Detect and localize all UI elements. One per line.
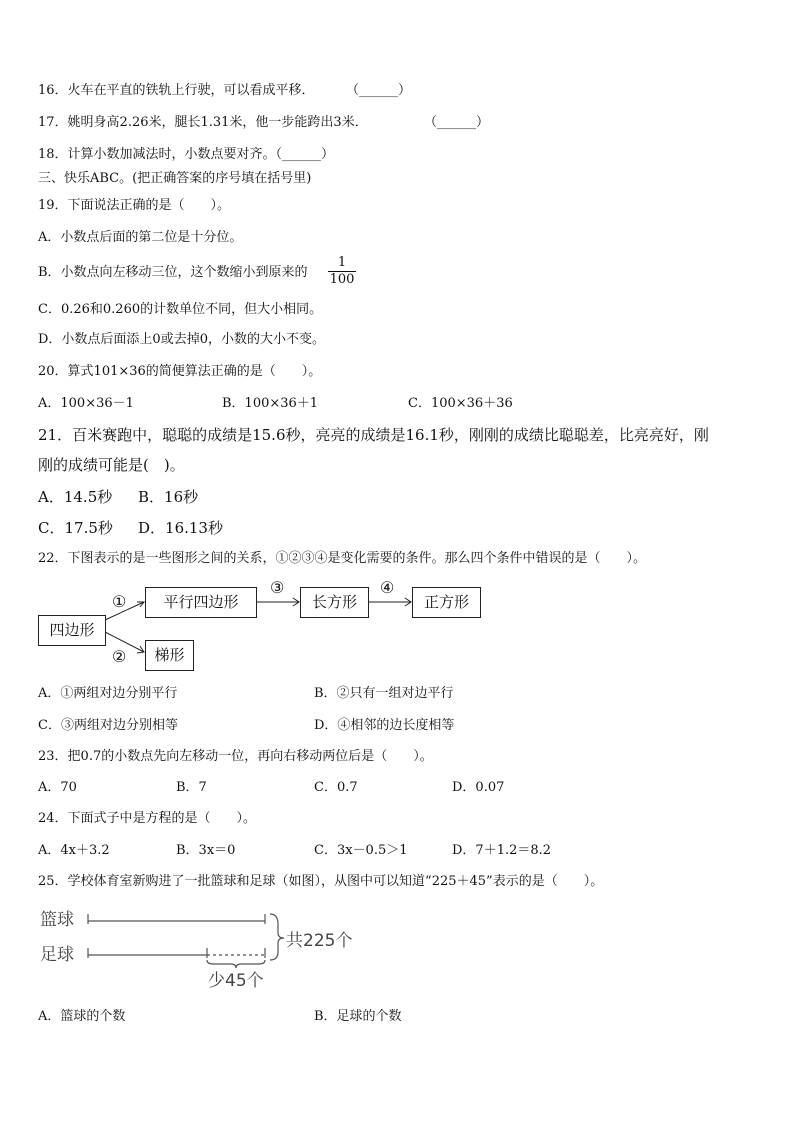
q25-stem: 25．学校体育室新购进了一批篮球和足球（如图），从图中可以知道“225＋45”表示的是（ ）。 — [38, 874, 604, 889]
q20-option-b[interactable]: B．100×36＋1 — [222, 396, 319, 411]
q17-text: 17．姚明身高2.26米，腿长1.31米，他一步能跨出3米． — [38, 115, 368, 130]
q19-option-b[interactable]: B．小数点向左移动三位，这个数缩小到原来的 — [38, 265, 308, 280]
q17-blank[interactable]: （______） — [424, 115, 490, 130]
box-quadrilateral: 四边形 — [38, 615, 106, 646]
q23-stem: 23．把0.7的小数点先向左移动一位，再向右移动两位后是（ ）。 — [38, 749, 433, 764]
q16-text: 16．火车在平直的铁轨上行驶，可以看成平移． — [38, 83, 315, 98]
q19-option-c[interactable]: C．0.26和0.260的计数单位不同，但大小相同。 — [38, 302, 323, 317]
q18-text: 18．计算小数加减法时，小数点要对齐。（______） — [38, 147, 335, 162]
q23-option-a[interactable]: A．70 — [38, 780, 77, 795]
q25-option-a[interactable]: A．篮球的个数 — [38, 1009, 126, 1024]
label-football: 足球 — [40, 945, 74, 965]
box-square: 正方形 — [412, 587, 481, 618]
q20-option-c[interactable]: C．100×36＋36 — [408, 396, 513, 411]
q21-line1: 21．百米赛跑中，聪聪的成绩是15.6秒，亮亮的成绩是16.1秒，刚刚的成绩比聪聪差，比亮亮好，刚 — [38, 426, 709, 444]
box-parallelogram: 平行四边形 — [145, 587, 257, 618]
q23-option-d[interactable]: D．0.07 — [452, 780, 505, 795]
label-less: 少45个 — [208, 971, 264, 991]
q19-option-d[interactable]: D．小数点后面添上0或去掉0，小数的大小不变。 — [38, 332, 325, 347]
q23-option-c[interactable]: C．0.7 — [314, 780, 358, 795]
q25-option-b[interactable]: B．足球的个数 — [314, 1009, 402, 1024]
condition-3-label: ③ — [270, 578, 285, 597]
q22-option-b[interactable]: B．②只有一组对边平行 — [314, 686, 454, 701]
box-rectangle: 长方形 — [300, 587, 369, 618]
q21-option-d[interactable]: D．16.13秒 — [138, 519, 223, 537]
q19-option-a[interactable]: A．小数点后面的第二位是十分位。 — [38, 230, 243, 245]
q16-blank[interactable]: （______） — [346, 83, 412, 98]
q22-option-c[interactable]: C．③两组对边分别相等 — [38, 718, 178, 733]
q21-option-b[interactable]: B．16秒 — [138, 488, 199, 506]
condition-4-label: ④ — [380, 578, 395, 597]
condition-2-label: ② — [112, 647, 127, 666]
q19-stem: 19．下面说法正确的是（ ）。 — [38, 198, 231, 213]
section-3-title: 三、快乐ABC。(把正确答案的序号填在括号里) — [38, 171, 312, 186]
q24-option-d[interactable]: D．7＋1.2＝8.2 — [452, 843, 552, 858]
condition-1-label: ① — [112, 592, 127, 611]
q24-option-c[interactable]: C．3x－0.5＞1 — [314, 843, 408, 858]
q23-option-b[interactable]: B．7 — [176, 780, 207, 795]
label-total: 共225个 — [286, 931, 353, 951]
q21-option-c[interactable]: C．17.5秒 — [38, 519, 113, 537]
q22-stem: 22．下图表示的是一些图形之间的关系，①②③④是变化需要的条件。那么四个条件中错误的是（ ）。 — [38, 551, 647, 566]
q20-option-a[interactable]: A．100×36－1 — [38, 396, 134, 411]
q21-option-a[interactable]: A．14.5秒 — [38, 488, 113, 506]
q20-stem: 20．算式101×36的简便算法正确的是（ ）。 — [38, 364, 322, 379]
q24-option-a[interactable]: A．4x＋3.2 — [38, 843, 110, 858]
box-trapezoid: 梯形 — [145, 640, 194, 671]
q22-option-a[interactable]: A．①两组对边分别平行 — [38, 686, 178, 701]
fraction-numerator: 1 — [337, 255, 347, 270]
fraction-denominator: 100 — [329, 272, 355, 287]
q22-option-d[interactable]: D．④相邻的边长度相等 — [314, 718, 455, 733]
q24-option-b[interactable]: B．3x＝0 — [176, 843, 236, 858]
total-brace — [270, 914, 284, 960]
label-basketball: 篮球 — [40, 910, 74, 930]
q24-stem: 24．下面式子中是方程的是（ ）。 — [38, 811, 257, 826]
q21-line2: 刚的成绩可能是( )。 — [38, 456, 185, 474]
